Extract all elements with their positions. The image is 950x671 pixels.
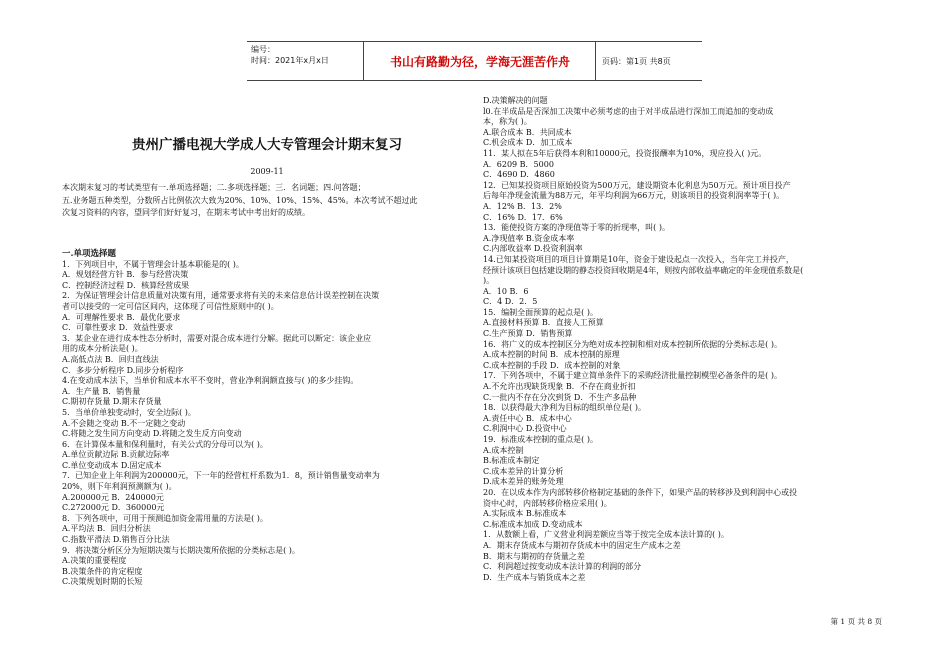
question-line: 16．将广义的成本控制区分为绝对成本控制和相对成本控制所依据的分类标志是( )。	[483, 339, 782, 349]
question-line: C.成本控制的手段 D．成本控制的对象	[483, 360, 621, 370]
question-line: C.单位变动成本 D.固定成本	[62, 460, 162, 470]
question-line: C．4 D．2．5	[483, 297, 538, 307]
left-question-list	[62, 260, 472, 588]
question-line: C．利润超过按变动成本法计算的利润的部分	[483, 562, 642, 572]
intro-line: 次复习资料的内容，望同学们好好复习，在期末考试中考出好的成绩。	[62, 208, 310, 218]
doc-title: 贵州广播电视大学成人大专管理会计期末复习	[132, 137, 402, 153]
question-line: A.责任中心 B．成本中心	[483, 413, 572, 423]
question-line: 18．以获得最大净利为目标的组织单位是( )。	[483, 403, 646, 413]
question-line: C.成本差异的计算分析	[483, 466, 564, 476]
question-line: 资中心时，内部转移价格应采用( )。	[483, 498, 612, 508]
question-line: 8．下列各项中，可用于预测追加资金需用量的方法是( )。	[62, 513, 268, 523]
code-label: 编号：	[251, 45, 275, 54]
header-info-cell	[247, 42, 363, 80]
question-line: D.成本差异的账务处理	[483, 477, 564, 487]
document-header	[247, 41, 702, 81]
question-line: 13．能使投资方案的净现值等于零的折现率，叫( )。	[483, 223, 670, 233]
question-line: 3．某企业在进行成本性态分析时，需要对混合成本进行分解。据此可以断定：该企业应	[62, 333, 372, 343]
time-label: 时间：2021年x月x日	[251, 56, 329, 65]
question-line: C.标准成本加成 D.变动成本	[483, 519, 583, 529]
question-line: D．生产成本与销货成本之差	[483, 572, 586, 582]
question-line: 17．下列各项中，不属于建立简单条件下的采购经济批量控制模型必备条件的是( )。	[483, 371, 782, 381]
question-line: A．6209 B．5000	[483, 159, 554, 169]
question-line: A．12% B．13．2%	[483, 201, 562, 211]
question-line: 2．为保证管理会计信息质量对决策有用，通常要求将有关的未来信息估计误差控制在决策	[62, 291, 380, 301]
question-line: C.决策规划时期的长短	[62, 577, 143, 587]
question-line: A.净现值率 B.资金成本率	[483, 233, 575, 243]
question-line: 20．在以成本作为内部转移价格制定基础的条件下，如果产品的转移涉及到利润中心或投	[483, 487, 798, 497]
question-line: 5．当单价单独变动时，安全边际( )。	[62, 407, 196, 417]
question-line: A.200000元 B．240000元	[62, 492, 164, 502]
question-line: 7．已知企业上年利润为200000元，下一年的经营杠杆系数为1．8，预计销售量变动率为	[62, 471, 380, 481]
question-line: A．生产量 B．销售量	[62, 386, 141, 396]
intro-line: 本次期末复习的考试类型有一.单项选择题；二.多项选择题；三．名词题；四.问答题；	[62, 183, 366, 192]
question-line: C．4690 D．4860	[483, 170, 555, 180]
question-line: A.不允许出现缺货现象 B．不存在商业折扣	[483, 382, 636, 392]
question-line: A.高低点法 B．回归直线法	[62, 354, 159, 364]
question-line: C.指数平滑法 D.销售百分比法	[62, 535, 170, 545]
question-line: 20%，则下年利润预测额为( )。	[62, 482, 177, 492]
motto: 书山有路勤为径，学海无涯苦作舟	[389, 55, 570, 69]
section-heading: 一.单项选择题	[62, 249, 116, 259]
question-line: 11．某人拟在5年后获得本利和10000元，投资报酬率为10%，现应投入( )元。	[483, 148, 767, 158]
question-line: A．可理解性要求 B．最优化要求	[62, 312, 181, 322]
question-line: 1．下列项目中，不属于管理会计基本职能是的( )。	[62, 259, 244, 269]
question-line: 者可以接受的一定可信区间内，这体现了可信性原则中的( )。	[62, 301, 279, 311]
question-line: C．多步分析程序 D.同步分析程序	[62, 365, 184, 375]
question-line: C.生产预算 D．销售预算	[483, 329, 573, 339]
question-line: 1．从数额上看，广义营业利润差额应当等于按完全成本法计算的( )。	[483, 530, 729, 540]
doc-date: 2009-11	[250, 167, 284, 176]
question-line: C.期初存货量 D.期末存货量	[62, 397, 162, 407]
question-line: A.直接材料预算 B．直接人工预算	[483, 318, 604, 328]
question-line: l0.在半成品是否深加工决策中必须考虑的由于对半成品进行深加工而追加的变动成	[483, 106, 774, 116]
question-line: C．控制经济过程 D．核算经营成果	[62, 280, 190, 290]
question-line: A.成本控制的时间 B．成本控制的原理	[483, 350, 620, 360]
question-line: A.决策的重要程度	[62, 556, 127, 566]
question-line: C.机会成本 D．加工成本	[483, 138, 573, 148]
question-line: A.实际成本 B.标准成本	[483, 509, 567, 519]
question-line: 本，称为( )。	[483, 117, 532, 127]
question-line: C.将随之发生同方向变动 D.将随之发生反方向变动	[62, 429, 242, 439]
intro-line: 五.业务题五种类型，分数所占比例依次大致为20%、10%、10%、15%、45%。本次考试不超过此	[62, 195, 418, 205]
question-line: A.平均法 B．回归分析法	[62, 524, 151, 534]
question-line: 9．将决策分析区分为短期决策与长期决策所依据的分类标志是( )。	[62, 545, 300, 555]
question-line: 后每年净现金流量为88万元，年平均利润为66万元，则该项目的投资利润率等于( )。	[483, 191, 785, 201]
question-line: 14.已知某投资项目的项目计算期是10年，资金于建设起点一次投入，当年完工并投产，	[483, 254, 794, 264]
question-line: 19．标准成本控制的重点是( )。	[483, 435, 598, 444]
question-line: A．期末存货成本与期初存货成本中的固定生产成本之差	[483, 540, 681, 550]
question-line: 用的成本分析法是( )。	[62, 344, 143, 354]
question-line: C.272000元 D．360000元	[62, 503, 165, 513]
question-line: 4.在变动成本法下，当单价和成本水平不变时，营业净利润额直接与( )的多少挂钩。	[62, 376, 359, 386]
question-line: C．可靠性要求 D．效益性要求	[62, 323, 174, 333]
question-line: A.不会随之变动 B.不一定随之变动	[62, 418, 186, 428]
right-question-list	[483, 96, 903, 583]
question-line: A．10 B．6	[483, 286, 529, 296]
question-line: B.决策条件的肯定程度	[62, 566, 143, 576]
question-line: C.一批内不存在分次到货 D．不生产多品种	[483, 392, 637, 402]
question-line: 6．在计算保本量和保利量时，有关公式的分母可以为( )。	[62, 439, 268, 449]
question-line: A．规划经营方针 B．参与经营决策	[62, 270, 189, 280]
question-line: B．期末与期初的存货量之差	[483, 551, 585, 561]
question-line: C.利润中心 D.投资中心	[483, 424, 567, 434]
question-line: 15．编制全面预算的起点是( )。	[483, 307, 598, 317]
question-line: A.联合成本 B．共同成本	[483, 127, 572, 137]
question-line: 12．已知某投资项目原始投资为500万元，建设期资本化利息为50万元。预计项目投产	[483, 180, 791, 190]
question-line: )。	[483, 276, 495, 286]
page-footer: 第 1 页 共 8 页	[830, 617, 882, 626]
header-page-cell	[595, 42, 703, 80]
page-label: 页码：第1页 共8页	[602, 57, 671, 66]
question-line: C.内部收益率 D.投资利润率	[483, 244, 583, 254]
question-line: C．16% D．17．6%	[483, 212, 563, 222]
question-line: A.单位贡献边际 B.贡献边际率	[62, 450, 170, 460]
left-column	[62, 249, 472, 588]
right-column	[483, 96, 903, 583]
question-line: D.决策解决的问题	[483, 96, 548, 105]
intro-paragraph	[62, 182, 470, 220]
question-line: A.成本控制	[483, 445, 524, 455]
question-line: 经预计该项目包括建设期的静态投资回收期是4年，则按内部收益率确定的年金现值系数是(	[483, 265, 804, 275]
question-line: B.标准成本制定	[483, 456, 540, 466]
header-motto-cell	[363, 42, 596, 80]
